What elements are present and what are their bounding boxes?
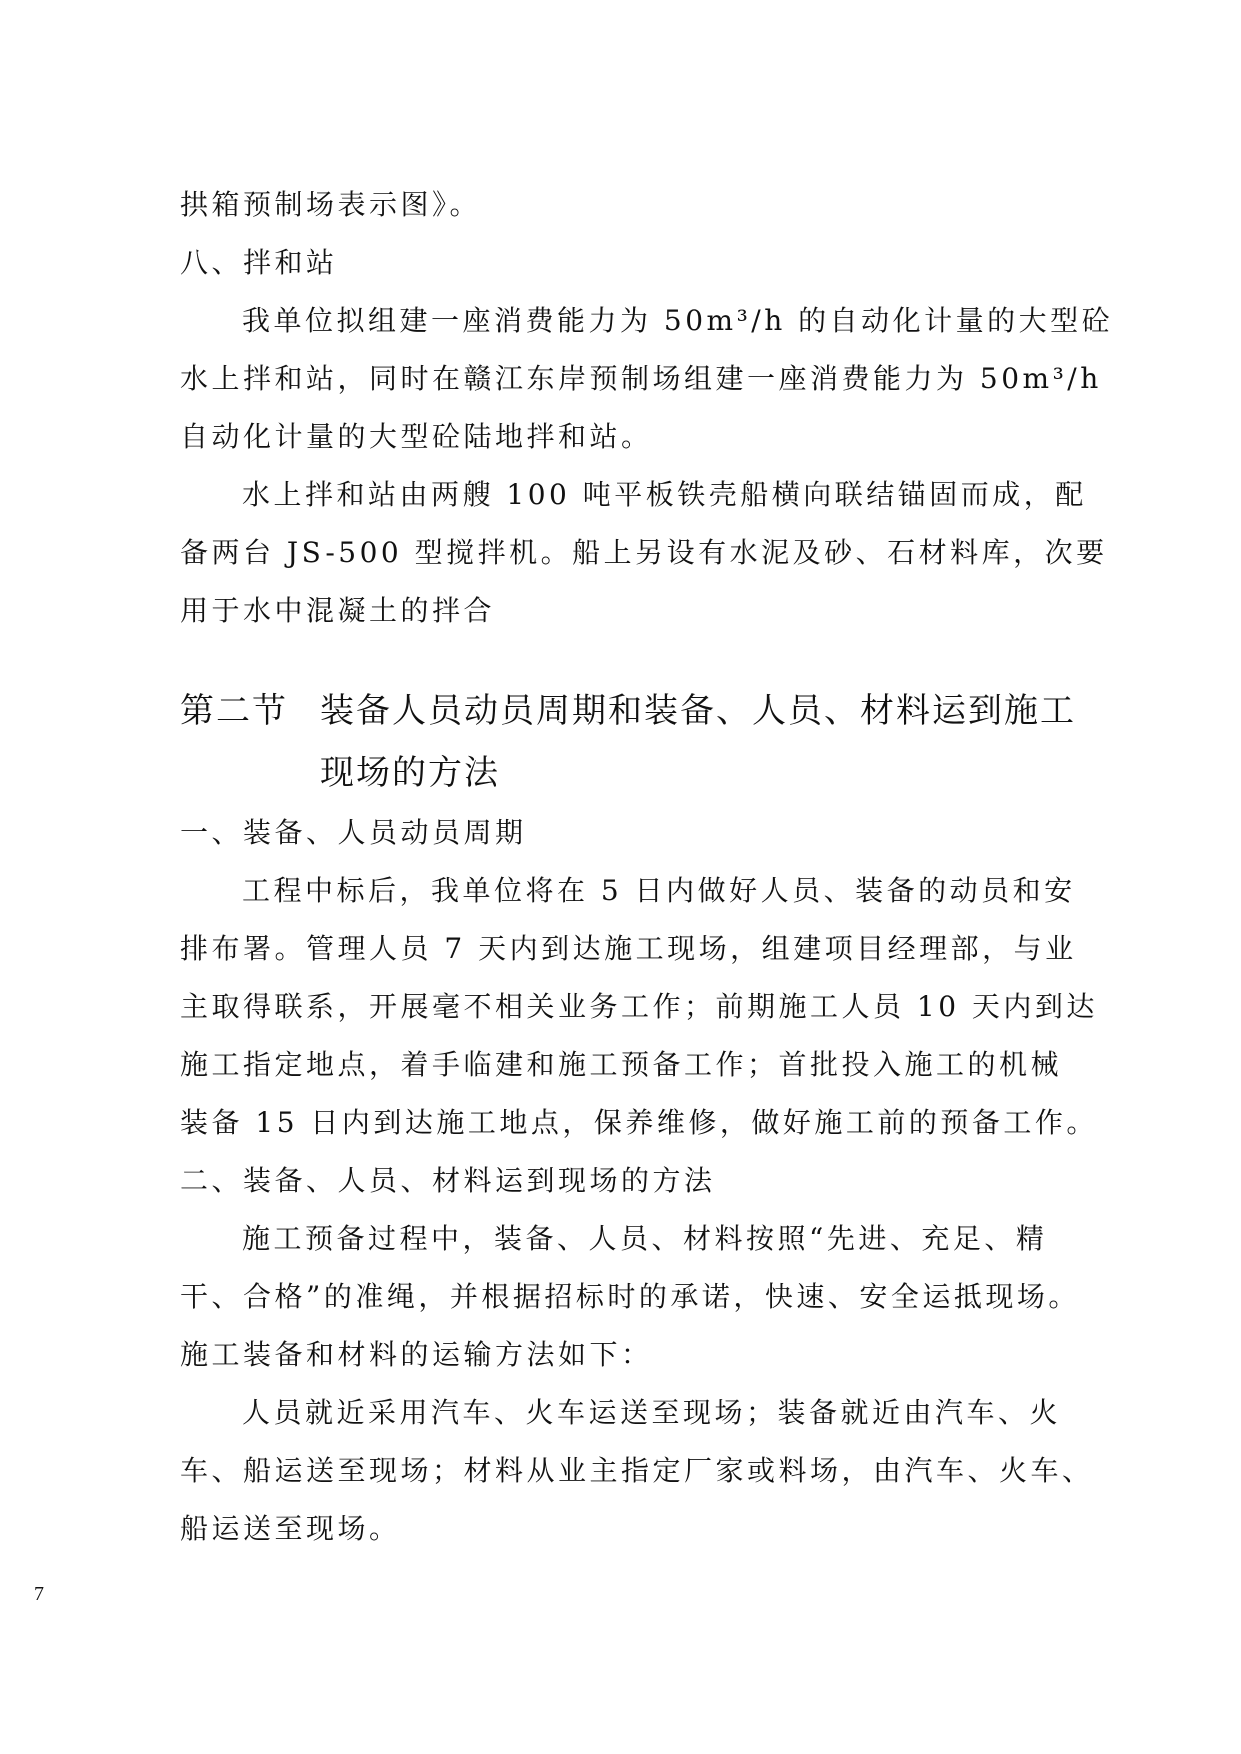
page-content <box>180 176 1114 1558</box>
text-line: 备两台 JS-500 型搅拌机。船上另设有水泥及砂、石材料库，次要 <box>180 536 1108 569</box>
text-line: 船运送至现场。 <box>180 1512 401 1545</box>
text-line: 车、船运送至现场；材料从业主指定厂家或料场，由汽车、火车、 <box>180 1454 1094 1487</box>
text-line: 水上拌和站由两艘 100 吨平板铁壳船横向联结锚固而成，配 <box>242 478 1087 511</box>
subsection-heading-transport: 二、装备、人员、材料运到现场的方法 <box>180 1164 716 1197</box>
text-line: 施工指定地点，着手临建和施工预备工作；首批投入施工的机械 <box>180 1048 1063 1081</box>
text-line: 我单位拟组建一座消费能力为 50m³/h 的自动化计量的大型砼 <box>242 304 1114 337</box>
bottom-paragraphs <box>180 804 1098 1558</box>
page-number: 7 <box>34 1583 44 1605</box>
section-title-line1: 装备人员动员周期和装备、人员、材料运到施工 <box>320 691 1076 731</box>
text-line: 排布署。管理人员 7 天内到达施工现场，组建项目经理部，与业 <box>180 932 1077 965</box>
text-line: 自动化计量的大型砼陆地拌和站。 <box>180 420 653 453</box>
section-number: 第二节 <box>180 691 288 731</box>
subsection-heading-mixing-station: 八、拌和站 <box>180 246 338 279</box>
section-title-line2: 现场的方法 <box>320 753 500 793</box>
text-line: 水上拌和站，同时在赣江东岸预制场组建一座消费能力为 50m³/h <box>180 362 1102 395</box>
text-line: 装备 15 日内到达施工地点，保养维修，做好施工前的预备工作。 <box>180 1106 1098 1139</box>
section-title <box>180 680 1076 742</box>
text-line: 施工装备和材料的运输方法如下： <box>180 1338 653 1371</box>
subsection-heading-mobilization: 一、装备、人员动员周期 <box>180 816 527 849</box>
text-line: 用于水中混凝土的拌合 <box>180 594 496 627</box>
text-line: 工程中标后，我单位将在 5 日内做好人员、装备的动员和安 <box>242 874 1076 907</box>
text-line: 主取得联系，开展毫不相关业务工作；前期施工人员 10 天内到达 <box>180 990 1098 1023</box>
text-line: 施工预备过程中，装备、人员、材料按照“先进、充足、精 <box>242 1222 1048 1255</box>
text-line: 人员就近采用汽车、火车运送至现场；装备就近由汽车、火 <box>242 1396 1062 1429</box>
text-line: 干、合格”的准绳，并根据招标时的承诺，快速、安全运抵现场。 <box>180 1280 1080 1313</box>
top-paragraphs <box>180 176 1114 640</box>
text-line: 拱箱预制场表示图》。 <box>180 188 482 221</box>
